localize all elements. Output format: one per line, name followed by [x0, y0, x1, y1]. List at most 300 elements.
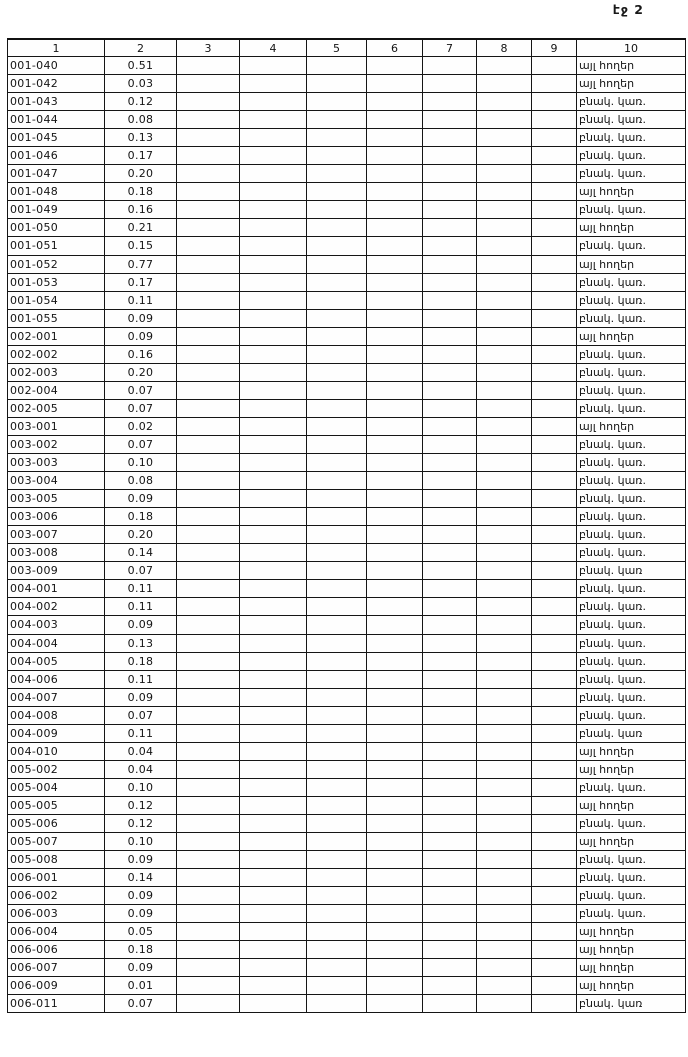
cell-empty — [423, 760, 477, 778]
cell-empty — [477, 814, 532, 832]
table-row — [8, 833, 686, 851]
cell-empty — [477, 490, 532, 508]
cell-empty — [307, 580, 367, 598]
cell-land-type: բնակ. կառ. — [577, 598, 686, 616]
cell-empty — [307, 760, 367, 778]
cell-land-type: այլ հողեր — [577, 327, 686, 345]
cell-empty — [367, 580, 423, 598]
cell-empty — [367, 634, 423, 652]
cell-empty — [367, 742, 423, 760]
cell-land-type: բնակ. կառ. — [577, 688, 686, 706]
cell-empty — [177, 490, 240, 508]
cell-empty — [367, 688, 423, 706]
cell-empty — [477, 544, 532, 562]
cell-empty — [423, 814, 477, 832]
cell-parcel-code: 004-005 — [8, 652, 105, 670]
cell-empty — [367, 237, 423, 255]
cell-empty — [532, 526, 577, 544]
table-row — [8, 977, 686, 995]
cell-empty — [240, 111, 307, 129]
cell-empty — [367, 905, 423, 923]
cell-empty — [307, 291, 367, 309]
cell-parcel-code: 001-040 — [8, 57, 105, 75]
cell-parcel-code: 004-003 — [8, 616, 105, 634]
cell-empty — [477, 111, 532, 129]
cell-empty — [240, 57, 307, 75]
cell-empty — [367, 670, 423, 688]
cell-land-type: այլ հողեր — [577, 833, 686, 851]
cell-parcel-code: 005-007 — [8, 833, 105, 851]
cell-area-value: 0.10 — [105, 454, 177, 472]
cell-empty — [240, 219, 307, 237]
cell-empty — [240, 183, 307, 201]
cell-land-type: բնակ. կառ. — [577, 778, 686, 796]
cell-empty — [177, 923, 240, 941]
cell-land-type: այլ հողեր — [577, 57, 686, 75]
cell-empty — [532, 327, 577, 345]
cell-empty — [367, 111, 423, 129]
cell-area-value: 0.09 — [105, 309, 177, 327]
cell-area-value: 0.01 — [105, 977, 177, 995]
cell-empty — [177, 75, 240, 93]
cell-land-type: բնակ. կառ. — [577, 345, 686, 363]
cell-empty — [367, 201, 423, 219]
cell-empty — [240, 255, 307, 273]
cell-empty — [177, 508, 240, 526]
cell-parcel-code: 001-042 — [8, 75, 105, 93]
cell-parcel-code: 004-001 — [8, 580, 105, 598]
cell-empty — [307, 147, 367, 165]
cell-land-type: այլ հողեր — [577, 255, 686, 273]
cell-empty — [307, 634, 367, 652]
cell-area-value: 0.21 — [105, 219, 177, 237]
cell-land-type: բնակ. կառ. — [577, 273, 686, 291]
cell-empty — [477, 201, 532, 219]
cell-empty — [177, 616, 240, 634]
cell-empty — [477, 454, 532, 472]
cell-empty — [240, 851, 307, 869]
cell-empty — [532, 219, 577, 237]
cell-area-value: 0.11 — [105, 670, 177, 688]
table-row — [8, 57, 686, 75]
cell-land-type: բնակ. կառ. — [577, 201, 686, 219]
cell-empty — [307, 309, 367, 327]
cell-empty — [477, 905, 532, 923]
cell-parcel-code: 003-006 — [8, 508, 105, 526]
cell-land-type: այլ հողեր — [577, 417, 686, 435]
cell-area-value: 0.08 — [105, 472, 177, 490]
cell-empty — [532, 670, 577, 688]
cell-empty — [240, 869, 307, 887]
cell-parcel-code: 001-055 — [8, 309, 105, 327]
column-header: 10 — [577, 39, 686, 57]
cell-parcel-code: 001-044 — [8, 111, 105, 129]
cell-parcel-code: 006-001 — [8, 869, 105, 887]
cell-land-type: բնակ. կառ. — [577, 363, 686, 381]
cell-land-type: այլ հողեր — [577, 183, 686, 201]
cell-empty — [477, 183, 532, 201]
cell-empty — [477, 796, 532, 814]
cell-parcel-code: 001-053 — [8, 273, 105, 291]
cell-empty — [532, 544, 577, 562]
cell-empty — [423, 833, 477, 851]
cell-empty — [532, 201, 577, 219]
cell-empty — [477, 273, 532, 291]
cell-empty — [367, 724, 423, 742]
cell-empty — [307, 905, 367, 923]
cell-empty — [423, 796, 477, 814]
cell-empty — [240, 490, 307, 508]
cell-land-type: բնակ. կառ. — [577, 291, 686, 309]
table-row — [8, 941, 686, 959]
cell-empty — [177, 742, 240, 760]
cell-land-type: բնակ. կառ. — [577, 490, 686, 508]
cell-empty — [367, 833, 423, 851]
cell-empty — [307, 995, 367, 1013]
cell-land-type: բնակ. կառ. — [577, 869, 686, 887]
table-row — [8, 959, 686, 977]
cell-empty — [532, 941, 577, 959]
cell-empty — [177, 129, 240, 147]
table-row — [8, 724, 686, 742]
page-number: էջ 2 — [612, 2, 644, 17]
cell-empty — [240, 995, 307, 1013]
table-row — [8, 345, 686, 363]
cell-empty — [240, 201, 307, 219]
cell-empty — [177, 381, 240, 399]
cell-empty — [532, 75, 577, 93]
cell-parcel-code: 001-051 — [8, 237, 105, 255]
table-row — [8, 796, 686, 814]
cell-empty — [423, 111, 477, 129]
cell-empty — [307, 851, 367, 869]
cell-area-value: 0.14 — [105, 869, 177, 887]
cell-empty — [367, 959, 423, 977]
cell-parcel-code: 001-052 — [8, 255, 105, 273]
cell-empty — [307, 742, 367, 760]
cell-empty — [240, 796, 307, 814]
cell-empty — [423, 598, 477, 616]
cell-land-type: բնակ. կառ. — [577, 129, 686, 147]
cell-empty — [177, 327, 240, 345]
cell-empty — [423, 544, 477, 562]
cell-empty — [532, 454, 577, 472]
cell-empty — [307, 75, 367, 93]
cell-empty — [177, 778, 240, 796]
cell-empty — [423, 363, 477, 381]
cell-area-value: 0.08 — [105, 111, 177, 129]
cell-empty — [532, 381, 577, 399]
cell-parcel-code: 005-004 — [8, 778, 105, 796]
cell-land-type: բնակ. կառ. — [577, 472, 686, 490]
cell-empty — [532, 778, 577, 796]
column-header: 8 — [477, 39, 532, 57]
cell-empty — [177, 417, 240, 435]
cell-empty — [307, 345, 367, 363]
cell-empty — [532, 905, 577, 923]
cell-empty — [423, 508, 477, 526]
cell-parcel-code: 005-006 — [8, 814, 105, 832]
cell-land-type: այլ հողեր — [577, 977, 686, 995]
cell-empty — [477, 724, 532, 742]
cell-empty — [307, 778, 367, 796]
cell-empty — [307, 454, 367, 472]
cell-empty — [177, 201, 240, 219]
cell-parcel-code: 006-006 — [8, 941, 105, 959]
cell-area-value: 0.14 — [105, 544, 177, 562]
cell-empty — [477, 291, 532, 309]
column-header: 9 — [532, 39, 577, 57]
cell-empty — [477, 472, 532, 490]
cell-empty — [532, 147, 577, 165]
table-row — [8, 219, 686, 237]
cell-empty — [477, 995, 532, 1013]
cell-land-type: այլ հողեր — [577, 760, 686, 778]
cell-area-value: 0.09 — [105, 327, 177, 345]
cell-empty — [477, 237, 532, 255]
cell-empty — [423, 435, 477, 453]
cell-empty — [307, 165, 367, 183]
table-row — [8, 598, 686, 616]
cell-empty — [532, 309, 577, 327]
table-row — [8, 273, 686, 291]
cell-empty — [532, 634, 577, 652]
cell-area-value: 0.77 — [105, 255, 177, 273]
cell-empty — [532, 706, 577, 724]
cell-empty — [477, 147, 532, 165]
cell-empty — [307, 273, 367, 291]
cell-empty — [532, 472, 577, 490]
cell-empty — [307, 93, 367, 111]
cell-empty — [423, 959, 477, 977]
cell-empty — [367, 887, 423, 905]
cell-land-type: բնակ. կառ. — [577, 237, 686, 255]
cell-area-value: 0.18 — [105, 183, 177, 201]
cell-empty — [477, 670, 532, 688]
cell-empty — [423, 472, 477, 490]
cell-empty — [367, 327, 423, 345]
cell-empty — [240, 309, 307, 327]
table-row — [8, 399, 686, 417]
cell-empty — [240, 291, 307, 309]
cell-empty — [240, 977, 307, 995]
cell-empty — [307, 129, 367, 147]
cell-empty — [307, 381, 367, 399]
cell-empty — [477, 616, 532, 634]
cell-parcel-code: 006-011 — [8, 995, 105, 1013]
cell-parcel-code: 003-002 — [8, 435, 105, 453]
cell-empty — [367, 381, 423, 399]
cell-empty — [177, 634, 240, 652]
cell-empty — [177, 345, 240, 363]
cell-area-value: 0.17 — [105, 147, 177, 165]
cell-empty — [367, 706, 423, 724]
cell-empty — [532, 490, 577, 508]
cell-empty — [532, 796, 577, 814]
cell-empty — [240, 165, 307, 183]
cell-empty — [477, 977, 532, 995]
cell-empty — [532, 742, 577, 760]
table-row — [8, 237, 686, 255]
cell-empty — [367, 778, 423, 796]
cell-empty — [423, 454, 477, 472]
cell-empty — [477, 742, 532, 760]
cell-empty — [367, 562, 423, 580]
column-header: 1 — [8, 39, 105, 57]
cell-parcel-code: 004-007 — [8, 688, 105, 706]
cell-parcel-code: 001-054 — [8, 291, 105, 309]
cell-parcel-code: 002-004 — [8, 381, 105, 399]
cell-empty — [177, 435, 240, 453]
column-header: 2 — [105, 39, 177, 57]
cell-empty — [367, 652, 423, 670]
cell-empty — [423, 562, 477, 580]
cell-empty — [367, 165, 423, 183]
cell-empty — [477, 887, 532, 905]
cell-empty — [367, 75, 423, 93]
cell-empty — [367, 923, 423, 941]
cell-empty — [423, 129, 477, 147]
cell-empty — [307, 724, 367, 742]
cell-empty — [532, 616, 577, 634]
cell-empty — [240, 706, 307, 724]
cell-parcel-code: 006-003 — [8, 905, 105, 923]
cell-empty — [307, 490, 367, 508]
cell-empty — [532, 652, 577, 670]
cell-empty — [367, 147, 423, 165]
cell-empty — [532, 508, 577, 526]
table-row — [8, 201, 686, 219]
cell-empty — [423, 977, 477, 995]
table-row — [8, 869, 686, 887]
cell-empty — [177, 670, 240, 688]
cell-empty — [240, 652, 307, 670]
cell-area-value: 0.18 — [105, 652, 177, 670]
table-row — [8, 887, 686, 905]
cell-land-type: այլ հողեր — [577, 219, 686, 237]
cell-empty — [307, 814, 367, 832]
cell-empty — [240, 472, 307, 490]
cell-empty — [532, 724, 577, 742]
cell-empty — [367, 977, 423, 995]
cell-parcel-code: 003-004 — [8, 472, 105, 490]
table-row — [8, 670, 686, 688]
cell-empty — [240, 93, 307, 111]
cell-empty — [423, 219, 477, 237]
cell-area-value: 0.07 — [105, 435, 177, 453]
cell-parcel-code: 006-002 — [8, 887, 105, 905]
cell-empty — [307, 977, 367, 995]
cell-empty — [477, 598, 532, 616]
cell-empty — [367, 941, 423, 959]
cell-empty — [532, 129, 577, 147]
cell-empty — [367, 851, 423, 869]
cell-parcel-code: 004-006 — [8, 670, 105, 688]
cell-empty — [423, 255, 477, 273]
cell-empty — [423, 490, 477, 508]
cell-empty — [367, 273, 423, 291]
cell-parcel-code: 001-043 — [8, 93, 105, 111]
cell-parcel-code: 001-049 — [8, 201, 105, 219]
table-row — [8, 580, 686, 598]
table-row — [8, 435, 686, 453]
cell-empty — [532, 598, 577, 616]
cell-area-value: 0.04 — [105, 742, 177, 760]
cell-area-value: 0.11 — [105, 580, 177, 598]
cell-empty — [177, 147, 240, 165]
cell-parcel-code: 006-009 — [8, 977, 105, 995]
cell-land-type: բնակ. կառ — [577, 995, 686, 1013]
table-body — [8, 57, 686, 1013]
cell-empty — [477, 706, 532, 724]
cell-empty — [307, 959, 367, 977]
cell-area-value: 0.09 — [105, 616, 177, 634]
cell-empty — [240, 129, 307, 147]
cell-area-value: 0.09 — [105, 887, 177, 905]
cell-empty — [477, 869, 532, 887]
table-header — [8, 39, 686, 57]
cell-land-type: բնակ. կառ. — [577, 526, 686, 544]
table-row — [8, 147, 686, 165]
cell-empty — [240, 598, 307, 616]
cell-empty — [177, 724, 240, 742]
cell-land-type: այլ հողեր — [577, 959, 686, 977]
cell-empty — [177, 941, 240, 959]
cell-empty — [177, 544, 240, 562]
cell-area-value: 0.02 — [105, 417, 177, 435]
cell-empty — [423, 93, 477, 111]
cell-empty — [532, 869, 577, 887]
cell-empty — [532, 959, 577, 977]
table-row — [8, 706, 686, 724]
cell-empty — [423, 634, 477, 652]
cell-area-value: 0.04 — [105, 760, 177, 778]
cell-empty — [477, 165, 532, 183]
cell-parcel-code: 003-005 — [8, 490, 105, 508]
cell-empty — [367, 219, 423, 237]
cell-empty — [240, 544, 307, 562]
cell-empty — [477, 959, 532, 977]
cell-empty — [532, 562, 577, 580]
cell-parcel-code: 002-002 — [8, 345, 105, 363]
cell-empty — [477, 255, 532, 273]
cell-empty — [307, 327, 367, 345]
cell-area-value: 0.51 — [105, 57, 177, 75]
cell-empty — [423, 995, 477, 1013]
cell-empty — [177, 57, 240, 75]
cell-empty — [177, 887, 240, 905]
cell-empty — [240, 634, 307, 652]
cell-empty — [367, 255, 423, 273]
cell-empty — [367, 760, 423, 778]
cell-empty — [423, 381, 477, 399]
cell-area-value: 0.15 — [105, 237, 177, 255]
cell-empty — [240, 273, 307, 291]
column-header: 3 — [177, 39, 240, 57]
cell-empty — [423, 57, 477, 75]
cell-empty — [177, 851, 240, 869]
cell-empty — [240, 905, 307, 923]
cell-empty — [307, 417, 367, 435]
cell-empty — [423, 201, 477, 219]
cell-empty — [532, 399, 577, 417]
cell-parcel-code: 004-009 — [8, 724, 105, 742]
cell-empty — [240, 923, 307, 941]
cell-empty — [240, 724, 307, 742]
cell-empty — [240, 742, 307, 760]
cell-empty — [423, 273, 477, 291]
cell-empty — [177, 237, 240, 255]
